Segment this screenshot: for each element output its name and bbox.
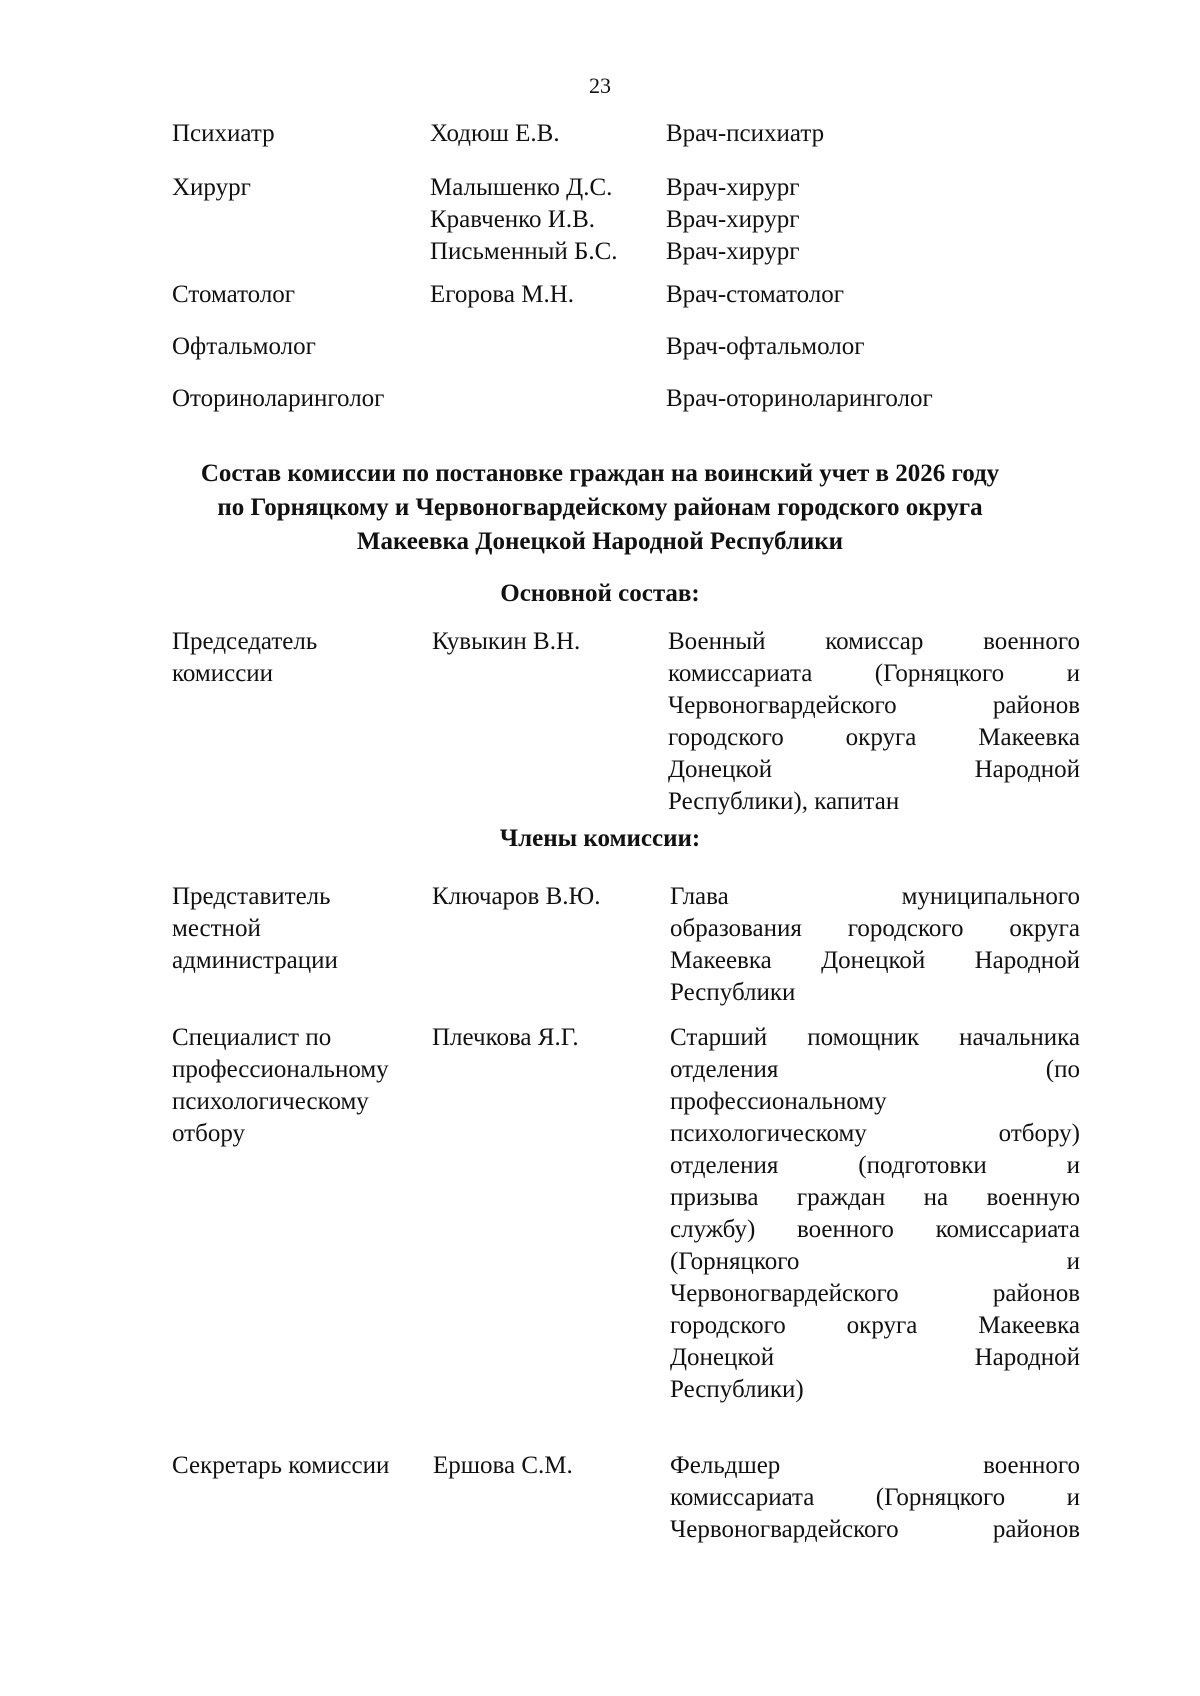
position-line: профессиональному	[670, 1088, 887, 1115]
doctor-position: Врач-хирург	[666, 238, 800, 265]
position-line: отделения (по	[670, 1056, 1080, 1083]
doctor-name: Письменный Б.С.	[430, 238, 618, 265]
role-label: комиссии	[172, 660, 274, 687]
doctor-name: Егорова М.Н.	[430, 281, 575, 308]
doctor-position: Врач-оториноларинголог	[666, 385, 933, 412]
members-heading-text: Члены комиссии:	[499, 825, 701, 852]
doctor-name: Малышенко Д.С.	[430, 174, 613, 201]
doctor-position: Врач-хирург	[666, 206, 800, 233]
commission-title-line: Макеевка Донецкой Народной Республики	[356, 528, 844, 555]
doctor-position: Врач-психиатр	[666, 120, 825, 147]
members-heading	[0, 822, 1200, 856]
member-name: Кувыкин В.Н.	[432, 628, 581, 655]
position-line: Республики	[670, 979, 796, 1006]
position-line: отделения (подготовки и	[670, 1152, 1080, 1179]
role-label: местной	[172, 915, 261, 942]
position-line: Республики), капитан	[668, 788, 900, 815]
specialty-label: Хирург	[172, 174, 251, 201]
specialty-label: Оториноларинголог	[172, 385, 385, 412]
specialty-label: Офтальмолог	[172, 333, 316, 360]
position-line: образования городского округа	[670, 915, 1080, 942]
position-line: Донецкой Народной	[668, 756, 1080, 783]
position-line: Донецкой Народной	[670, 1344, 1080, 1371]
position-line: Фельдшер военного	[670, 1452, 1080, 1479]
main-composition-heading	[0, 577, 1200, 611]
member-name: Ключаров В.Ю.	[432, 883, 601, 910]
commission-title	[0, 457, 1200, 559]
position-line: городского округа Макеевка	[670, 1312, 1080, 1339]
position-line: Червоногвардейского районов	[668, 692, 1080, 719]
role-label: отбору	[172, 1120, 245, 1147]
doctor-position: Врач-стоматолог	[666, 281, 844, 308]
position-line: Старший помощник начальника	[670, 1024, 1080, 1051]
position-line: Червоногвардейского районов	[670, 1516, 1080, 1543]
role-label: профессиональному	[172, 1056, 389, 1083]
position-line: (Горняцкого и	[670, 1248, 1080, 1275]
member-name: Плечкова Я.Г.	[432, 1024, 579, 1051]
doctor-name: Ходюш Е.В.	[430, 120, 560, 147]
specialty-label: Стоматолог	[172, 281, 296, 308]
role-label: администрации	[172, 947, 338, 974]
position-line: призыва граждан на военную	[670, 1184, 1080, 1211]
position-line: Червоногвардейского районов	[670, 1280, 1080, 1307]
role-label: Председатель	[172, 628, 318, 655]
position-line: комиссариата (Горняцкого и	[670, 1484, 1080, 1511]
doctor-position: Врач-офтальмолог	[666, 333, 865, 360]
position-line: Глава муниципального	[670, 883, 1080, 910]
position-line: комиссариата (Горняцкого и	[668, 660, 1080, 687]
role-label: Специалист по	[172, 1024, 332, 1051]
commission-title-line: по Горняцкому и Червоногвардейскому районам городского округа	[217, 494, 983, 521]
specialty-label: Психиатр	[172, 120, 275, 147]
position-line: службу) военного комиссариата	[670, 1216, 1080, 1243]
position-line: Республики)	[670, 1376, 804, 1403]
role-label: Представитель	[172, 883, 331, 910]
position-line: Военный комиссар военного	[668, 628, 1080, 655]
role-label: психологическому	[172, 1088, 369, 1115]
member-name: Ершова С.М.	[433, 1452, 573, 1479]
doctor-name: Кравченко И.В.	[430, 206, 596, 233]
page-number: 23	[589, 73, 611, 98]
position-line: городского округа Макеевка	[668, 724, 1080, 751]
doctor-position: Врач-хирург	[666, 174, 800, 201]
role-label: Секретарь комиссии	[172, 1452, 390, 1479]
position-line: Макеевка Донецкой Народной	[670, 947, 1080, 974]
main-composition-heading-text: Основной состав:	[500, 580, 700, 607]
commission-title-line: Состав комиссии по постановке граждан на воинский учет в 2026 году	[200, 460, 1000, 487]
position-line: психологическому отбору)	[670, 1120, 1080, 1147]
